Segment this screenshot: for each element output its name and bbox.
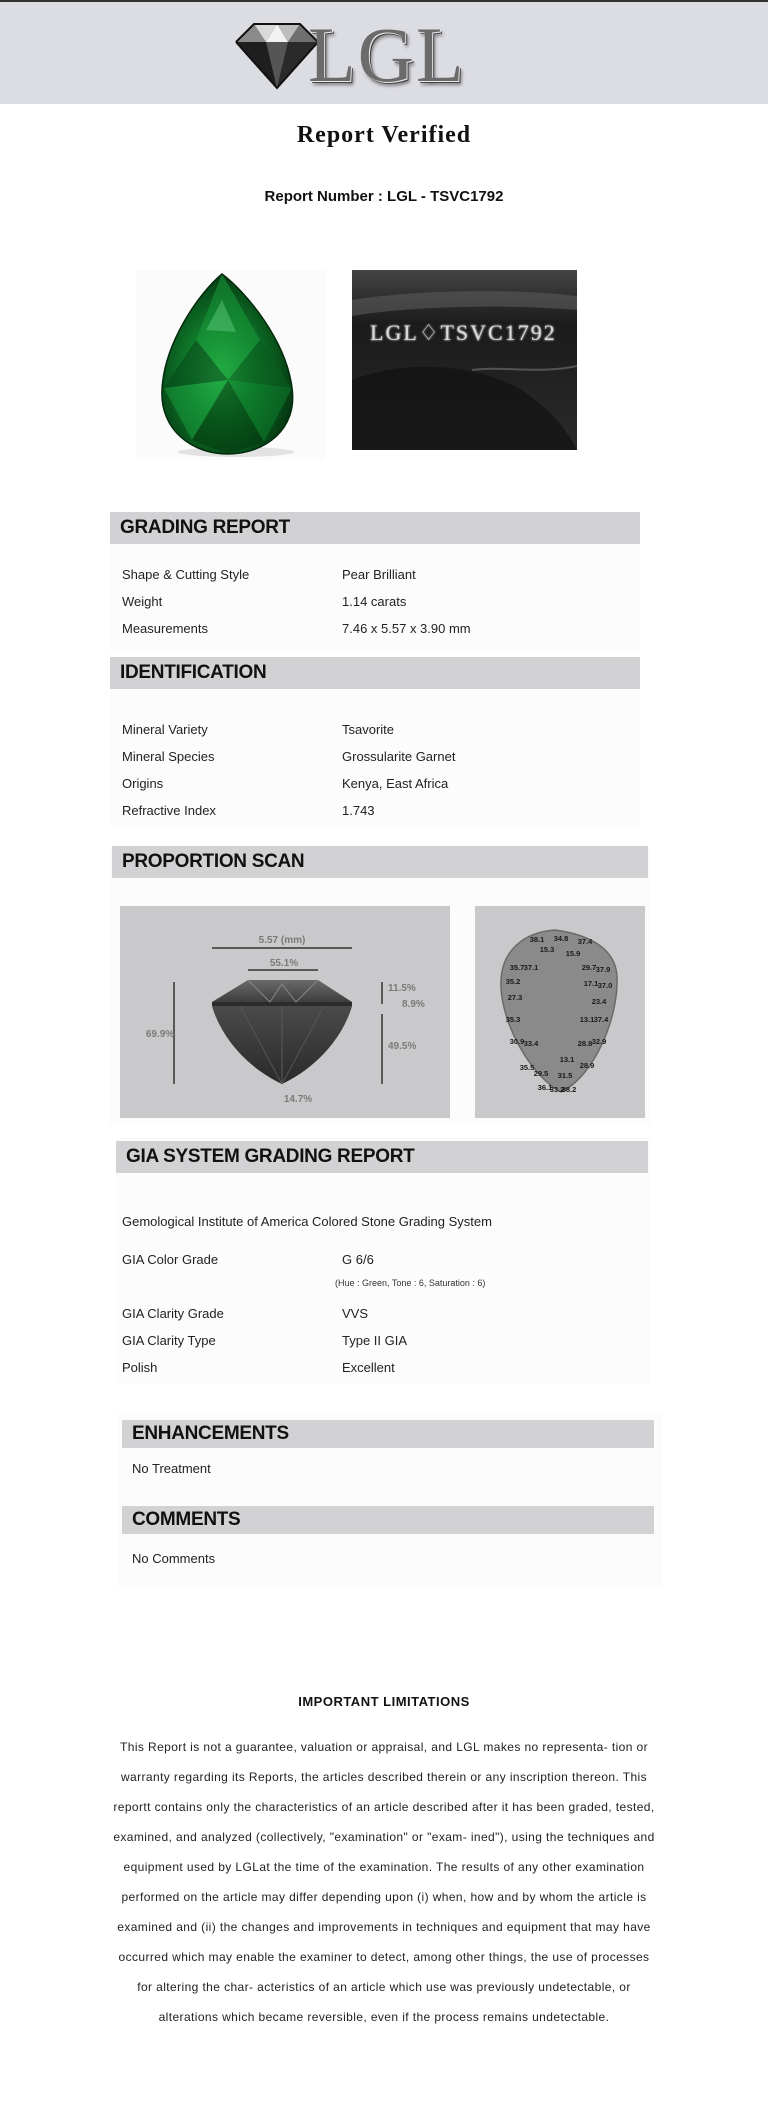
top-view-measure: 13.1 [579,1015,595,1024]
row-value: 1.743 [342,803,375,818]
gem-photo [136,270,326,460]
top-view-measure: 37.0 [597,981,613,990]
lgl-logo[interactable] [232,11,492,98]
page-title: Report Verified [296,122,472,148]
top-view-measure: 37.4 [593,1015,609,1024]
row-label: GIA Clarity Type [122,1333,216,1348]
row-label: Shape & Cutting Style [122,567,250,582]
row-label: Mineral Species [122,749,215,764]
top-view-measure: 35.7 [509,963,525,972]
top-view-measure: 34.8 [553,934,569,943]
top-view-measure: 31.5 [557,1071,573,1080]
limitations-heading: IMPORTANT LIMITATIONS [298,1694,470,1709]
top-view-measure: 15.3 [539,945,555,954]
depth-pct-label: 69.9% [145,1029,175,1040]
row-label: Origins [122,776,164,791]
crown-pct-label: 11.5% [388,983,416,994]
row-value: Pear Brilliant [342,567,416,582]
row-value: VVS [342,1306,369,1321]
gia-system-name: Gemological Institute of America Colored Stone Grading System [122,1214,492,1229]
row-label: Polish [122,1360,158,1375]
top-view-measure: 36.1 [537,1083,553,1092]
profile-scan-panel [120,906,450,1118]
inscription-text: LGL♢TSVC1792 [370,320,557,345]
inscription-photo [352,270,577,450]
top-view-measure: 32.9 [591,1037,607,1046]
pavilion-pct-label: 49.5% [388,1041,417,1052]
row-value: G 6/6 [342,1252,374,1267]
top-view-measure: 35.2 [505,977,521,986]
comments-heading: COMMENTS [122,1506,654,1534]
row-label: Weight [122,594,163,609]
girdle-pct-label: 8.9% [402,999,425,1010]
row-value: 7.46 x 5.57 x 3.90 mm [342,621,471,636]
row-label: Mineral Variety [122,722,208,737]
top-view-measure: 30.9 [509,1037,525,1046]
top-view-measure: 38.1 [529,935,545,944]
top-view-measure: 29.5 [533,1069,549,1078]
comments-text: No Comments [132,1551,216,1566]
top-view-measure: 35.5 [519,1063,535,1072]
top-view-measure: 13.1 [559,1055,575,1064]
row-label: GIA Color Grade [122,1252,219,1267]
logo-text: LGL [308,11,466,98]
top-view-measure: 28.9 [579,1061,595,1070]
top-view-measure: 35.3 [505,1015,521,1024]
top-view-measure: 33.4 [523,1039,539,1048]
top-view-measure: 17.1 [583,979,599,988]
culet-pct-label: 14.7% [283,1094,313,1105]
row-value: Grossularite Garnet [342,749,456,764]
enhancements-heading: ENHANCEMENTS [122,1420,654,1448]
row-value: Tsavorite [342,722,395,737]
top-view-measure: 23.4 [591,997,607,1006]
row-label: Refractive Index [122,803,216,818]
row-value: Kenya, East Africa [342,776,449,791]
page-header [0,2,768,104]
width-label: 5.57 (mm) [258,935,306,946]
table-pct-label: 55.1% [269,958,299,969]
top-view-measure: 28.8 [577,1039,593,1048]
color-grade-note: (Hue : Green, Tone : 6, Saturation : 6) [335,1278,486,1288]
row-label: Measurements [122,621,208,636]
top-view-measure: 29.7 [581,963,597,972]
top-view-measure: 38.2 [561,1085,577,1094]
top-view-measure: 37.9 [595,965,611,974]
top-view-measure: 33.2 [549,1085,565,1094]
top-view-scan-panel [475,906,645,1118]
proportion-scan-heading: PROPORTION SCAN [112,846,648,878]
grading-report-heading: GRADING REPORT [110,512,640,544]
row-value: Excellent [342,1360,395,1375]
row-value: 1.14 carats [342,594,407,609]
top-view-measure: 37.1 [523,963,539,972]
top-view-measure: 37.4 [577,937,593,946]
limitations-body: This Report is not a guarantee, valuation or appraisal, and LGL makes no representa- tion or warranty regarding its Reports, the articles described therein or any inscription thereon. This reportt contains only the characteristics of an article described after it has been graded, tested, examined, and analyzed (collectively, "examination" or "exam- ined"), using the techniques and equipment used by LGLat the time of the examination. The results of any other examination performed on the article may differ depending upon (i) when, how and by whom the article is examined and (ii) the changes and improvements in techniques and equipment that may have occurred which may enable the examiner to detect, among other things, the use of processes for altering the char- acteristics of an article which use was previously undetectable, or alterations which became reversible, even if the process remains undetectable. [113,1740,655,2024]
row-label: GIA Clarity Grade [122,1306,224,1321]
enhancements-text: No Treatment [132,1461,211,1476]
top-view-measure: 27.3 [507,993,523,1002]
gia-heading: GIA SYSTEM GRADING REPORT [116,1141,648,1173]
identification-heading: IDENTIFICATION [110,657,640,689]
top-view-measure: 15.9 [565,949,581,958]
row-value: Type II GIA [342,1333,408,1348]
report-number: Report Number : LGL - TSVC1792 [264,188,504,205]
